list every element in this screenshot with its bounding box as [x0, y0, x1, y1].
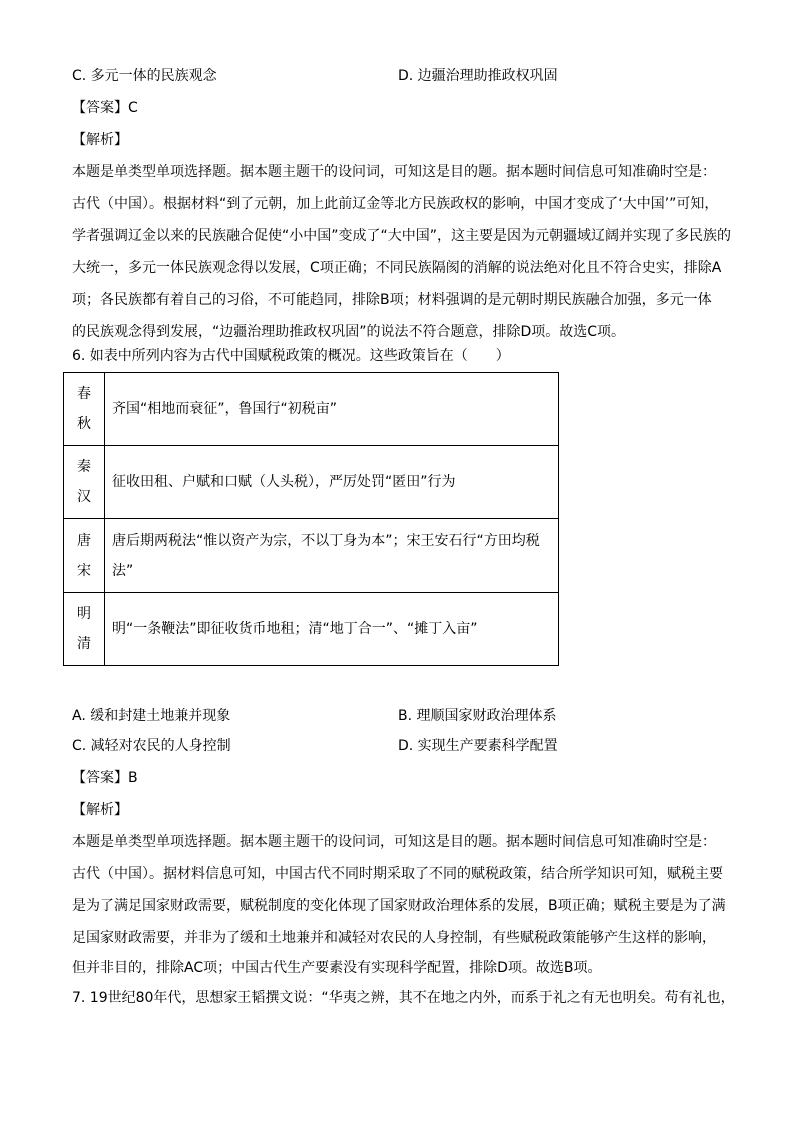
policy-cell	[105, 519, 559, 593]
policy-cell	[105, 593, 559, 666]
analysis-line: 项；各民族都有着自己的习俗，不可能趋同，排除B项；材料强调的是元朝时期民族融合加强，多元一体	[72, 292, 712, 308]
era-char: 唐	[77, 532, 91, 549]
analysis-line: 足国家财政需要，并非为了缓和土地兼并和减轻对农民的人身控制，有些赋税政策能够产生这样的影响，	[72, 930, 716, 946]
option-d-prev: D. 边疆治理助推政权巩固	[398, 68, 558, 84]
analysis-line: 学者强调辽金以来的民族融合促使“小中国”变成了“大中国”，这主要是因为元朝疆域辽阔并实现了多民族的	[72, 228, 732, 244]
table-row	[64, 519, 559, 593]
option-d: D. 实现生产要素科学配置	[398, 738, 558, 754]
era-cell	[64, 593, 105, 666]
policy-line: 征收田租、户赋和口赋（人头税），严厉处罚“匿田”行为	[112, 474, 456, 490]
option-c-prev: C. 多元一体的民族观念	[72, 68, 217, 84]
answer-label-q5: 【答案】C	[72, 100, 138, 116]
question-stem-q6: 6. 如表中所列内容为古代中国赋税政策的概况。这些政策旨在（ ）	[72, 348, 510, 364]
table-row	[64, 593, 559, 666]
policy-line: 齐国“相地而衰征”，鲁国行“初税亩”	[112, 401, 338, 417]
answer-label-q6: 【答案】B	[72, 770, 138, 786]
policy-cell	[105, 446, 559, 519]
era-char: 明	[77, 606, 91, 622]
analysis-line: 古代（中国）。据材料信息可知，中国古代不同时期采取了不同的赋税政策，结合所学知识可知，赋税主要	[72, 866, 723, 882]
analysis-line: 本题是单类型单项选择题。据本题主题干的设问词，可知这是目的题。据本题时间信息可知准确时空是：	[72, 164, 716, 180]
option-a: A. 缓和封建土地兼并现象	[72, 708, 231, 724]
era-char: 清	[77, 636, 91, 652]
era-char: 宋	[77, 562, 91, 579]
policy-line: 唐后期两税法“惟以资产为宗，不以丁身为本”；宋王安石行“方田均税	[112, 532, 540, 549]
analysis-line: 古代（中国）。根据材料“到了元朝，加上此前辽金等北方民族政权的影响，中国才变成了‘大中国’”可知，	[72, 196, 719, 212]
question-stem-q7: 7. 19世纪80年代，思想家王韬撰文说：“华夷之辨，其不在地之内外，而系于礼之有无也明矣。苟有礼也，	[72, 990, 735, 1006]
analysis-line: 本题是单类型单项选择题。据本题主题干的设问词，可知这是目的题。据本题时间信息可知准确时空是：	[72, 834, 716, 850]
option-b: B. 理顺国家财政治理体系	[398, 708, 557, 724]
option-c: C. 减轻对农民的人身控制	[72, 738, 231, 754]
era-char: 秦	[77, 459, 91, 475]
era-cell	[64, 446, 105, 519]
table-row	[64, 446, 559, 519]
analysis-line: 但并非目的，排除AC项；中国古代生产要素没有实现科学配置，排除D项。故选B项。	[72, 960, 602, 976]
era-cell	[64, 519, 105, 593]
era-char: 汉	[77, 489, 91, 505]
policy-line: 明“一条鞭法”即征收货币地租；清“地丁合一”、“摊丁入亩”	[112, 621, 478, 637]
policy-cell	[105, 373, 559, 446]
policy-line: 法”	[112, 562, 134, 579]
analysis-line: 是为了满足国家财政需要，赋税制度的变化体现了国家财政治理体系的发展，B项正确；赋税主要是为了满	[72, 898, 726, 914]
era-char: 秋	[77, 416, 91, 432]
era-char: 春	[77, 386, 91, 402]
analysis-line: 的民族观念得到发展，“边疆治理助推政权巩固”的说法不符合题意，排除D项。故选C项。	[72, 324, 626, 340]
tax-policy-table	[63, 372, 559, 666]
table-row	[64, 373, 559, 446]
analysis-label-q6: 【解析】	[72, 802, 128, 818]
era-cell	[64, 373, 105, 446]
analysis-line: 大统一，多元一体民族观念得以发展，C项正确；不同民族隔阂的消解的说法绝对化且不符合史实，排除A	[72, 260, 722, 276]
analysis-label-q5: 【解析】	[72, 132, 128, 148]
